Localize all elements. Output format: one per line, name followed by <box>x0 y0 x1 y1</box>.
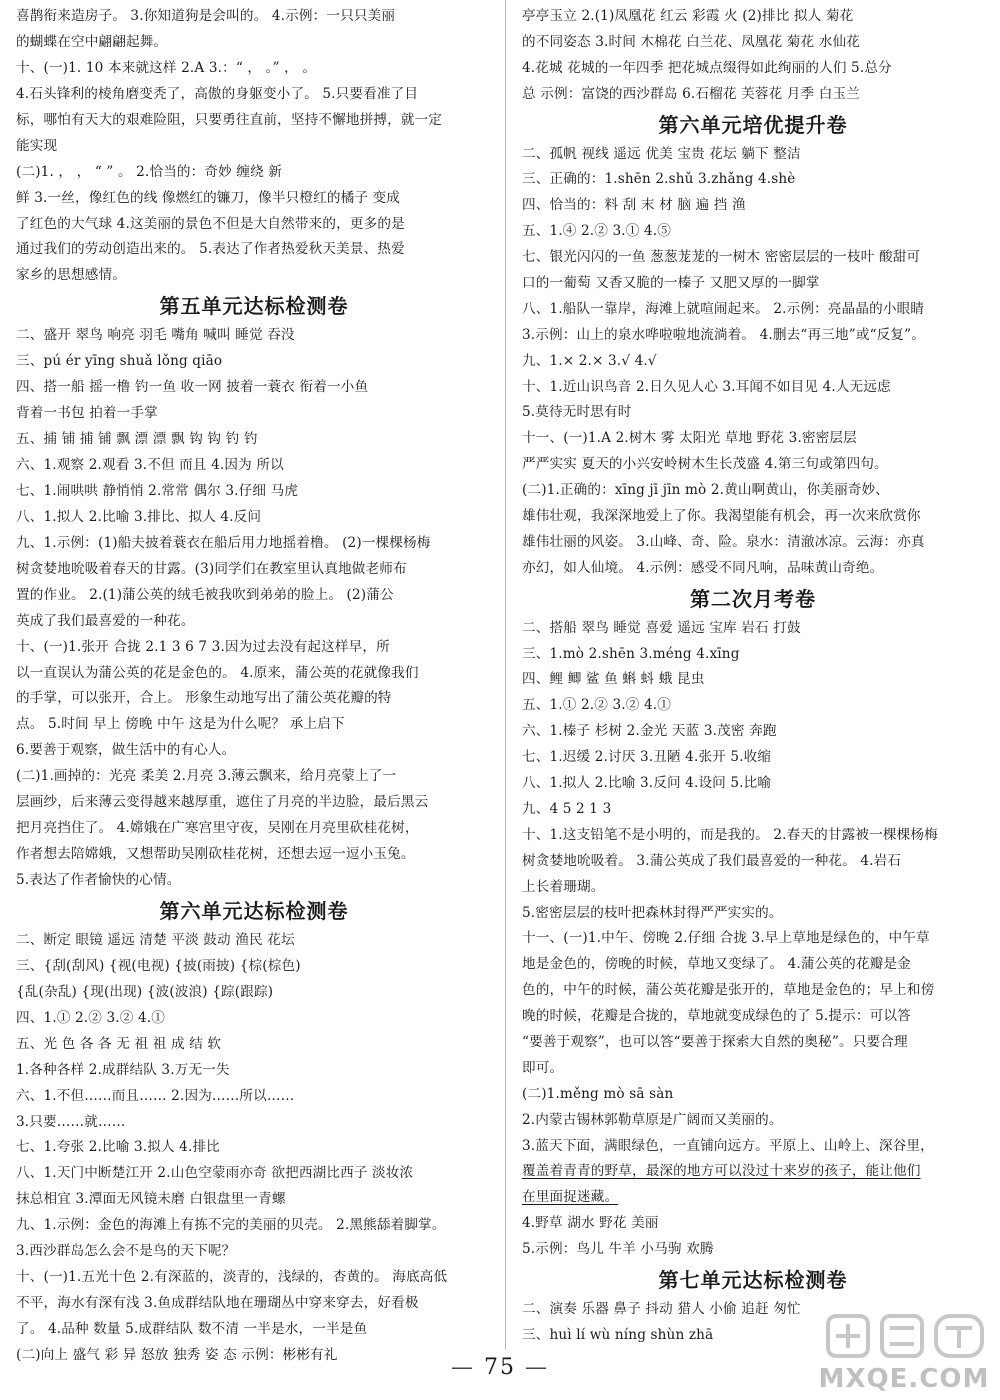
watermark-logo-icon <box>820 1306 990 1362</box>
left-answer-line: 了红色的大气球 4.这美丽的景色不但是大自然带来的，更多的是 <box>16 215 405 232</box>
right-answer-line: 九、1.× 2.× 3.√ 4.√ <box>522 352 657 369</box>
page-number: 75 <box>484 1355 516 1380</box>
right-answer-line: 总 示例：富饶的西沙群岛 6.石榴花 芙蓉花 月季 白玉兰 <box>522 85 860 102</box>
right-answer-line: 上长着珊瑚。 <box>522 878 605 895</box>
left-answer-line: 的手掌，可以张开，合上。 形象生动地写出了蒲公英花瓣的特 <box>16 690 392 707</box>
left-answer-line: 点。 5.时间 早上 傍晚 中午 这是为什么呢？ 承上启下 <box>16 716 345 733</box>
right-answer-line: 雄伟壮观，我深深地爱上了你。我渴望能有机会，再一次来欣赏你 <box>522 508 921 525</box>
right-answer-line: 七、银光闪闪的一鱼 葱葱茏茏的一树木 密密层层的一枝叶 酸甜可 <box>522 249 921 266</box>
right-answer-line: 5.莫待无时思有时 <box>522 404 632 421</box>
left-answer-line: 二、断定 眼镜 遥远 清楚 平淡 鼓动 渔民 花坛 <box>16 931 295 948</box>
right-answer-line: 二、演奏 乐器 鼻子 抖动 猎人 小偷 追赶 匆忙 <box>522 1300 801 1317</box>
left-answer-line: 九、1.示例：金色的海滩上有拣不完的美丽的贝壳。 2.黑熊舔着脚掌。 <box>16 1217 446 1234</box>
left-answer-line: 4.石头锋利的棱角磨变秃了，高傲的身躯变小了。 5.只要看准了目 <box>16 85 419 102</box>
right-answer-line: 二、搭船 翠鸟 睡觉 喜爱 遥远 宝库 岩石 打鼓 <box>522 619 801 636</box>
right-answer-line: 三、huì lí wù níng shùn zhā <box>522 1326 714 1343</box>
left-answer-line: 六、1.不但……而且…… 2.因为……所以…… <box>16 1087 295 1104</box>
right-answer-line: 2.内蒙古锡林郭勒草原是广阔而又美丽的。 <box>522 1111 783 1128</box>
left-answer-line: 置的作业。 2.(1)蒲公英的绒毛被我吹到弟弟的脸上。 (2)蒲公 <box>16 586 394 603</box>
left-answer-line: 标，哪怕有天大的艰难险阻，只要勇往直前，坚持不懈地拼搏，就一定 <box>16 111 443 128</box>
left-answer-line: 3.西沙群岛怎么会不是鸟的天下呢？ <box>16 1243 236 1260</box>
left-answer-line: 三、pú ér yīng shuǎ lǒng qiāo <box>16 353 223 370</box>
right-answer-line: 亦幻，如人仙境。 4.示例：感受不同凡响，品味黄山奇绝。 <box>522 559 884 576</box>
right-answer-line: 亭亭玉立 2.(1)凤凰花 红云 彩霞 火 (2)排比 拟人 菊花 <box>522 8 854 24</box>
left-answer-line: 四、搭一船 摇一橹 钓一鱼 收一网 披着一蓑衣 衔着一小鱼 <box>16 379 369 396</box>
left-answer-line: 四、1.① 2.② 3.② 4.① <box>16 1009 165 1026</box>
right-answer-line: 色的，中午的时候，蒲公英花瓣是张开的，草地是金色的；早上和傍 <box>522 982 935 999</box>
right-answer-line: 3.示例：山上的泉水哗啦啦地流淌着。 4.删去“再三地”或“反复”。 <box>522 326 926 343</box>
left-answer-line: 六、1.观察 2.观看 3.不但 而且 4.因为 所以 <box>16 457 284 473</box>
left-answer-line: (二)1. ， ， “ ” 。 2.恰当的：奇妙 缠绕 新 <box>16 163 283 180</box>
left-answer-line: 不平，海水有深有浅 3.鱼成群结队地在珊瑚丛中穿来穿去，好看极 <box>16 1295 419 1312</box>
right-answer-line: 五、1.① 2.② 3.② 4.① <box>522 697 671 714</box>
right-answer-line: (二)1.正确的：xīng jī jīn mò 2.黄山啊黄山，你美丽奇妙、 <box>522 482 890 499</box>
left-answer-line: {乱(杂乱) {现(出现) {波(波浪) {踪(跟踪) <box>16 983 274 1000</box>
watermark-text: MXQE.COM <box>818 1364 990 1394</box>
left-section-heading: 第六单元达标检测卷 <box>159 898 349 923</box>
right-answer-line: 的不同姿态 3.时间 木棉花 白兰花、凤凰花 菊花 水仙花 <box>522 33 860 50</box>
left-answer-line: 把月亮挡住了。 4.嫦娥在广寒宫里守夜，吴刚在月亮里砍桂花树， <box>16 820 419 837</box>
left-answer-line: 通过我们的劳动创造出来的。 5.表达了作者热爱秋天美景、热爱 <box>16 241 405 258</box>
right-answer-line: 五、1.④ 2.② 3.① 4.⑤ <box>522 223 671 240</box>
left-answer-line: 家乡的思想感情。 <box>16 267 126 284</box>
left-answer-line: 以一直误认为蒲公英的花是金色的。 4.原来，蒲公英的花就像我们 <box>16 664 419 681</box>
left-answer-line: (二)1.画掉的：光亮 柔美 2.月亮 3.薄云飘来，给月亮蒙上了一 <box>16 768 397 785</box>
left-answer-line: 能实现 <box>16 137 58 154</box>
right-answer-line: 六、1.榛子 杉树 2.金光 天蓝 3.茂密 奔跑 <box>522 723 777 740</box>
right-answer-line: 十一、(一)1.A 2.树木 雾 太阳光 草地 野花 3.密密层层 <box>522 430 857 447</box>
right-answer-line: 三、1.mò 2.shēn 3.méng 4.xīng <box>522 645 740 662</box>
right-answer-line: 三、正确的：1.shēn 2.shǔ 3.zhǎng 4.shè <box>522 171 796 188</box>
right-answer-line: 十、1.这支铅笔不是小明的，而是我的。 2.春天的甘露被一棵棵杨梅 <box>522 826 938 843</box>
left-answer-line: (二)向上 盛气 彩 异 怒放 独秀 姿 态 示例：彬彬有礼 <box>16 1346 338 1363</box>
left-answer-line: 十、(一)1.张开 合拢 2.1 3 6 7 3.因为过去没有起这样早，所 <box>16 638 390 655</box>
footer-dash-left: — <box>451 1355 475 1380</box>
left-answer-line: 五、捕 铺 捕 铺 飘 漂 漂 飘 钩 钩 钓 钓 <box>16 431 258 448</box>
left-answer-line: 喜鹊衔来造房子。 3.你知道狗是会叫的。 4.示例：一只只美丽 <box>16 8 396 24</box>
left-answer-line: 了。 4.品种 数量 5.成群结队 数不清 一半是水，一半是鱼 <box>16 1321 368 1337</box>
left-answer-line: 的蝴蝶在空中翩翩起舞。 <box>16 33 168 50</box>
right-answer-line: 在里面捉迷藏。 <box>522 1189 619 1206</box>
left-answer-line: 鲜 3.一丝，像红色的线 像燃红的镰刀，像半只橙红的橘子 变成 <box>16 189 401 206</box>
right-answer-line: 5.示例：鸟儿 牛羊 小马驹 欢腾 <box>522 1241 714 1258</box>
left-answer-line: 八、1.拟人 2.比喻 3.排比、拟人 4.反问 <box>16 508 262 525</box>
left-answer-line: 1.各种各样 2.成群结队 3.万无一失 <box>16 1061 230 1078</box>
left-answer-line: 十、(一)1.五光十色 2.有深蓝的，淡青的，浅绿的，杏黄的。 海底高低 <box>16 1269 448 1286</box>
right-answer-line: 5.密密层层的枝叶把森林封得严严实实的。 <box>522 904 783 921</box>
left-answer-line: 5.表达了作者愉快的心情。 <box>16 872 181 888</box>
left-answer-line: 五、光 色 各 各 无 祖 祖 成 结 软 <box>16 1035 222 1052</box>
right-column <box>522 4 984 1349</box>
right-section-heading: 第六单元培优提升卷 <box>658 112 848 137</box>
right-answer-line: 八、1.船队一靠岸，海滩上就喧闹起来。 2.示例：亮晶晶的小眼睛 <box>522 300 925 317</box>
left-answer-line: 树贪婪地吮吸着春天的甘露。(3)同学们在教室里认真地做老师布 <box>16 560 407 577</box>
right-section-heading: 第七单元达标检测卷 <box>658 1267 848 1292</box>
left-answer-line: 九、1.示例：(1)船夫披着蓑衣在船后用力地摇着橹。 (2)一棵棵杨梅 <box>16 534 431 551</box>
right-answer-line: (二)1.měng mò sā sàn <box>522 1085 674 1102</box>
left-answer-line: 背着一书包 拍着一手掌 <box>16 405 158 422</box>
right-answer-line: 十、1.近山识鸟音 2.日久见人心 3.耳闻不如目见 4.人无远虑 <box>522 378 891 395</box>
left-answer-line: 作者想去陪嫦娥，又想帮助吴刚砍桂花树，还想去逗一逗小玉兔。 <box>16 846 415 863</box>
right-answer-line: 树贪婪地吮吸着。 3.蒲公英成了我们最喜爱的一种花。 4.岩石 <box>522 852 902 869</box>
right-answer-line: 口的一葡萄 又香又脆的一榛子 又肥又厚的一脚掌 <box>522 275 820 292</box>
left-answer-line: 层画纱，后来薄云变得越来越厚重，遮住了月亮的半边脸，最后黑云 <box>16 794 429 811</box>
left-answer-line: 二、盛开 翠鸟 响亮 羽毛 嘴角 喊叫 睡觉 吞没 <box>16 327 295 344</box>
right-answer-line: 七、1.迟缓 2.讨厌 3.丑陋 4.张开 5.收缩 <box>522 749 772 766</box>
right-answer-line: 地是金色的，傍晚的时候，草地又变绿了。 4.蒲公英的花瓣是金 <box>522 956 911 973</box>
right-answer-line: 九、4 5 2 1 3 <box>522 800 612 817</box>
left-answer-line: 3.只要……就…… <box>16 1113 126 1130</box>
right-answer-line: 覆盖着青青的野草，最深的地方可以没过十来岁的孩子，能让他们 <box>522 1163 921 1180</box>
right-answer-line: 晚的时候，花瓣是合拢的，草地就变成绿色的了 5.提示：可以答 <box>522 1008 911 1025</box>
right-section-heading: 第二次月考卷 <box>690 586 816 611</box>
right-answer-line: 八、1.拟人 2.比喻 3.反问 4.设问 5.比喻 <box>522 775 772 792</box>
right-answer-line: 即可。 <box>522 1059 564 1076</box>
left-answer-line: 6.要善于观察，做生活中的有心人。 <box>16 742 236 759</box>
left-section-heading: 第五单元达标检测卷 <box>159 294 349 319</box>
right-answer-line: 二、孤帆 视线 遥远 优美 宝贵 花坛 躺下 整洁 <box>522 145 801 162</box>
right-answer-line: 十一、(一)1.中午、傍晚 2.仔细 合拢 3.早上草地是绿色的，中午草 <box>522 930 930 947</box>
right-answer-line: 雄伟壮丽的风姿。 3.山峰、奇、险。泉水：清澈冰凉。云海：亦真 <box>522 533 925 550</box>
watermark <box>814 1306 994 1396</box>
left-answer-line: 七、1.闹哄哄 静悄悄 2.常常 偶尔 3.仔细 马虎 <box>16 482 299 499</box>
footer-dash-right: — <box>525 1355 549 1380</box>
left-answer-line: 八、1.天门中断楚江开 2.山色空蒙雨亦奇 欲把西湖比西子 淡妆浓 <box>16 1165 414 1182</box>
right-answer-line: 四、鲤 鲫 鲨 鱼 蝌 蚪 蛾 昆虫 <box>522 671 705 688</box>
left-answer-line: 七、1.夸张 2.比喻 3.拟人 4.排比 <box>16 1139 220 1156</box>
column-divider <box>505 0 506 1350</box>
left-answer-line: 十、(一)1. 10 本来就这样 2.A 3.：“ ， 。” ， 。 <box>16 59 317 76</box>
right-answer-line: 严严实实 夏天的小兴安岭树木生长茂盛 4.第三句或第四句。 <box>522 456 888 473</box>
right-answer-line: “要善于观察”，也可以答“要善于探索大自然的奥秘”。只要合理 <box>522 1033 908 1050</box>
right-answer-line: 4.花城 花城的一年四季 把花城点缀得如此绚丽的人们 5.总分 <box>522 59 892 76</box>
right-answer-line: 3.蓝天下面，满眼绿色，一直铺向远方。平原上、山岭上、深谷里， <box>522 1137 934 1154</box>
left-answer-line: 英成了我们最喜爱的一种花。 <box>16 612 195 629</box>
left-answer-line: 抹总相宜 3.潭面无风镜未磨 白银盘里一青螺 <box>16 1191 286 1208</box>
left-answer-line: 三、{刮(刮风) {视(电视) {披(雨披) {棕(棕色) <box>16 957 301 974</box>
right-answer-line: 四、恰当的：料 刮 末 材 脑 遍 挡 渔 <box>522 197 746 214</box>
right-answer-line: 4.野草 湖水 野花 美丽 <box>522 1215 659 1232</box>
left-column <box>16 4 492 1369</box>
